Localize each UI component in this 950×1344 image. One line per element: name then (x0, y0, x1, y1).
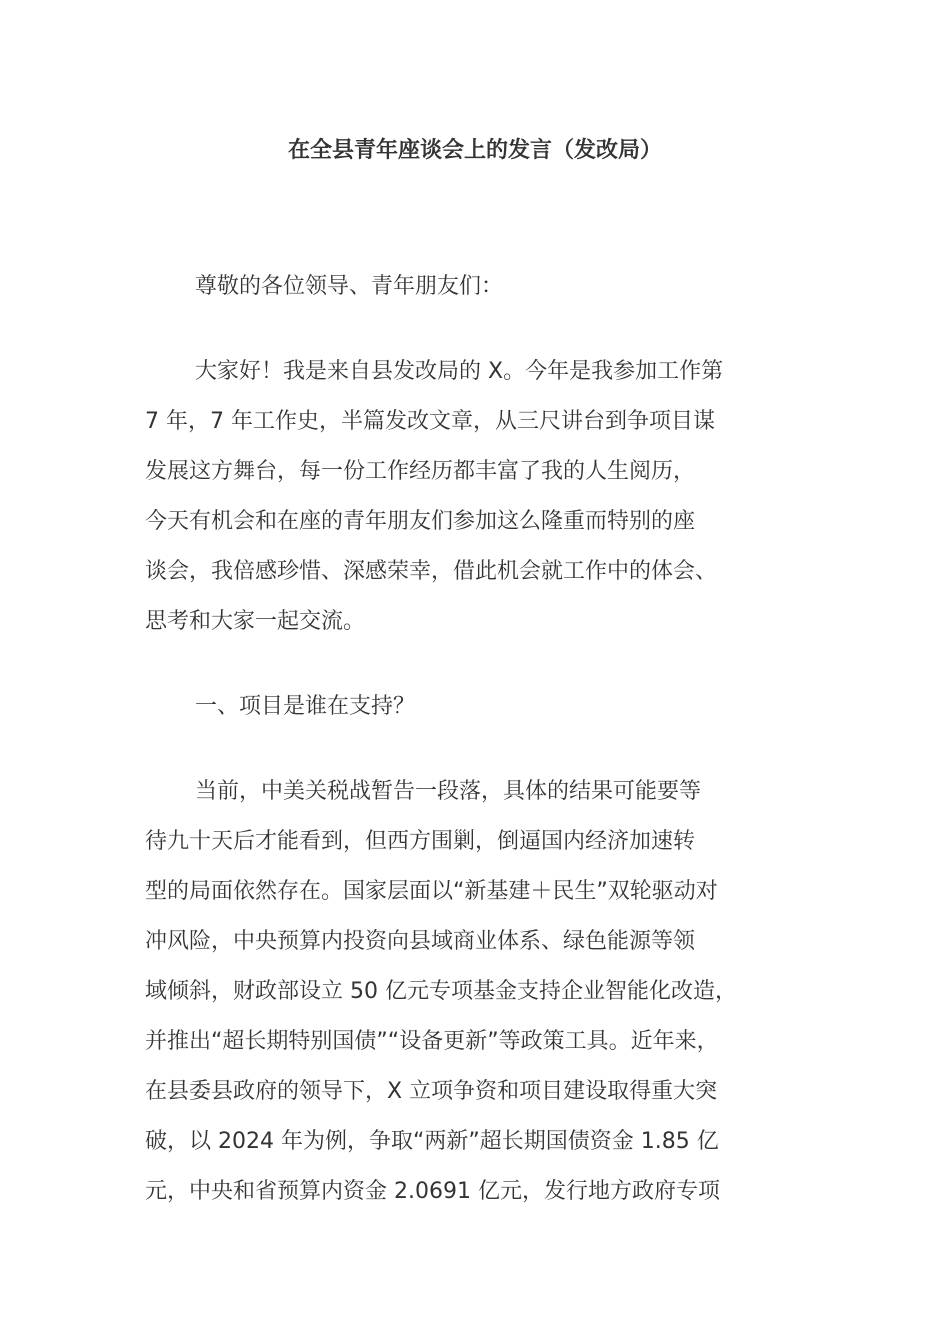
paragraph-line: 大家好！我是来自县发改局的 X。今年是我参加工作第 (195, 359, 724, 384)
paragraph-line: 发展这方舞台，每一份工作经历都丰富了我的人生阅历， (145, 459, 696, 484)
document-title: 在全县青年座谈会上的发言（发改局） (287, 138, 662, 163)
salutation-line: 尊敬的各位领导、青年朋友们： (195, 274, 504, 299)
paragraph-line: 7 年，7 年工作史，半篇发改文章，从三尺讲台到争项目谋 (145, 409, 715, 434)
section1-heading (145, 682, 825, 732)
section-heading-line: 一、项目是谁在支持？ (195, 694, 416, 719)
intro-paragraph (145, 347, 825, 647)
paragraph-line: 域倾斜，财政部设立 50 亿元专项基金支持企业智能化改造， (145, 979, 737, 1004)
paragraph-line: 今天有机会和在座的青年朋友们参加这么隆重而特别的座 (145, 509, 696, 534)
paragraph-line: 思考和大家一起交流。 (145, 609, 366, 634)
paragraph-line: 元，中央和省预算内资金 2.0691 亿元，发行地方政府专项 (145, 1179, 720, 1204)
paragraph-line: 待九十天后才能看到，但西方围剿，倒逼国内经济加速转 (145, 829, 696, 854)
paragraph-line: 型的局面依然存在。国家层面以“新基建＋民生”双轮驱动对 (145, 879, 718, 904)
paragraph-line: 在县委县政府的领导下，X 立项争资和项目建设取得重大突 (145, 1079, 718, 1104)
paragraph-line: 破，以 2024 年为例，争取“两新”超长期国债资金 1.85 亿 (145, 1129, 719, 1154)
paragraph-line: 并推出“超长期特别国债”“设备更新”等政策工具。近年来， (145, 1029, 719, 1054)
paragraph-line: 谈会，我倍感珍惜、深感荣幸，借此机会就工作中的体会、 (145, 559, 718, 584)
paragraph-line: 当前，中美关税战暂告一段落，具体的结果可能要等 (195, 779, 702, 804)
paragraph-line: 冲风险，中央预算内投资向县域商业体系、绿色能源等领 (145, 929, 696, 954)
section1-paragraph (145, 767, 825, 1217)
salutation-paragraph (145, 262, 825, 312)
